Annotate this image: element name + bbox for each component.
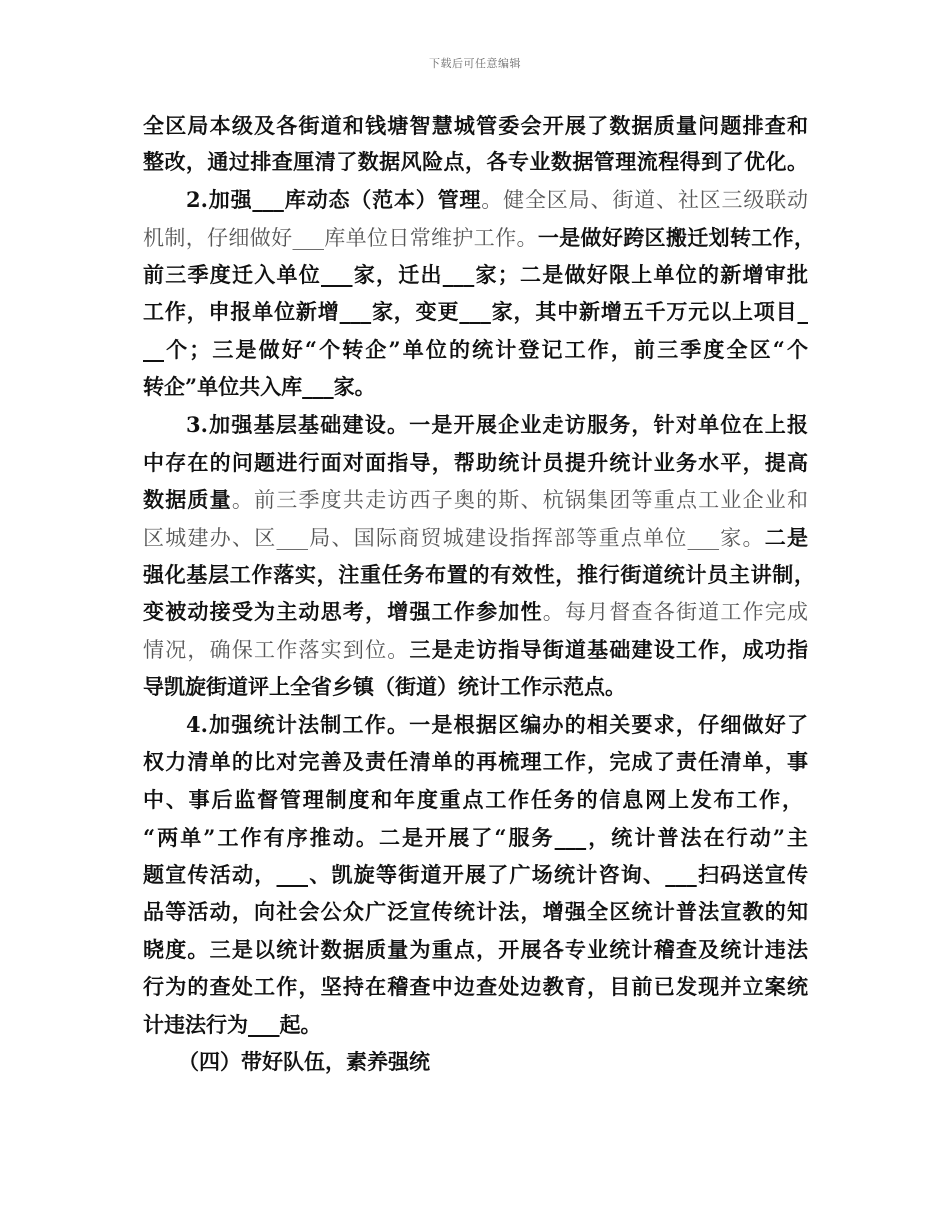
- text-segment: 转企”单位共入库___家。: [143, 374, 376, 399]
- text-segment: 行为的查处工作，坚持在稽查中边查处边教育，目前已发现并立案统: [143, 974, 808, 999]
- text-segment: 变被动接受为主动思考，增强工作参加性: [143, 599, 543, 624]
- text-segment: 。前三季度共走访西子奥的斯、杭锅集团等重点工业企业和: [231, 488, 808, 512]
- line-text: [143, 824, 808, 852]
- text-segment: 。每月督查各街道工作完成: [542, 600, 809, 624]
- text-line: [0, 898, 950, 926]
- line-text: [186, 411, 808, 439]
- line-text: [143, 598, 808, 626]
- text-line: [0, 598, 950, 626]
- text-segment: 强化基层工作落实，注重任务布置的有效性，推行街道统计员主讲制，: [143, 562, 815, 587]
- text-segment: 题宣传活动，___、凯旋等街道开展了广场统计咨询、___扫码送宣传: [143, 862, 808, 887]
- text-segment: （四）带好队伍，素养强统: [178, 1049, 430, 1074]
- line-text: [143, 224, 815, 252]
- text-line: [0, 373, 950, 401]
- text-segment: 机制，仔细做好___库单位日常维护工作。: [143, 226, 538, 250]
- text-segment: 前三季度迁入单位___家，迁出___家；二是做好限上单位的新增审批: [143, 262, 808, 287]
- line-text: [143, 636, 808, 664]
- text-segment: 二是: [764, 525, 808, 550]
- line-text: [143, 898, 808, 926]
- text-segment: 工作，申报单位新增___家，变更___家，其中新增五千万元以上项目_: [143, 299, 808, 324]
- text-line: [0, 148, 950, 176]
- text-segment: 。健全区局、街道、社区三级联动: [481, 188, 809, 212]
- line-text: [143, 112, 808, 140]
- text-line: [0, 748, 950, 776]
- text-segment: 3.加强基层基础建设。一是开展企业走访服务，针对单位在上报: [186, 412, 808, 437]
- text-segment: 品等活动，向社会公众广泛宣传统计法，增强全区统计普法宣教的知: [143, 899, 808, 924]
- line-text: [143, 1011, 322, 1039]
- text-line: [0, 973, 950, 1001]
- text-line: [0, 673, 950, 701]
- text-line: [0, 936, 950, 964]
- line-text: [143, 298, 808, 326]
- text-line: [0, 711, 950, 739]
- text-line: [0, 336, 950, 364]
- line-text: [143, 449, 808, 477]
- text-segment: 数据质量: [143, 487, 232, 512]
- text-line: [0, 261, 950, 289]
- text-segment: 一是做好跨区搬迁划转工作，: [537, 225, 816, 250]
- text-line: [0, 636, 950, 664]
- text-segment: 情况，确保工作落实到位。: [143, 638, 410, 662]
- text-segment: “两单”工作有序推动。二是开展了“服务___，统计普法在行动”主: [143, 825, 808, 850]
- text-line: [0, 186, 950, 214]
- line-text: [143, 673, 626, 701]
- text-line: [0, 112, 950, 140]
- text-segment: 权力清单的比对完善及责任清单的再梳理工作，完成了责任清单，事: [143, 749, 808, 774]
- line-text: [186, 711, 808, 739]
- line-text: [178, 1048, 430, 1076]
- text-segment: 全区局本级及各街道和钱塘智慧城管委会开展了数据质量问题排查和: [143, 113, 808, 138]
- text-line: [0, 449, 950, 477]
- line-text: [143, 861, 808, 889]
- text-segment: 2.加强___库动态（范本）管理: [186, 187, 482, 212]
- text-segment: 导凯旋街道评上全省乡镇（街道）统计工作示范点。: [143, 674, 626, 699]
- text-line: [0, 224, 950, 252]
- line-text: [143, 373, 376, 401]
- text-segment: 中、事后监督管理制度和年度重点工作任务的信息网上发布工作，: [143, 787, 803, 812]
- section-heading: [0, 1048, 950, 1076]
- text-line: [0, 524, 950, 552]
- text-segment: 区城建办、区___局、国际商贸城建设指挥部等重点单位___家。: [143, 526, 765, 550]
- line-text: [143, 561, 815, 589]
- line-text: [143, 336, 808, 364]
- text-segment: 计违法行为___起。: [143, 1012, 322, 1037]
- line-text: [143, 936, 808, 964]
- line-text: [143, 261, 808, 289]
- line-text: [143, 973, 808, 1001]
- text-segment: 晓度。三是以统计数据质量为重点，开展各专业统计稽查及统计违法: [143, 937, 808, 962]
- line-text: [143, 748, 808, 776]
- text-line: [0, 411, 950, 439]
- line-text: [143, 486, 808, 514]
- text-line: [0, 861, 950, 889]
- page-header: 下载后可任意编辑: [429, 57, 521, 70]
- text-line: [0, 824, 950, 852]
- line-text: [143, 786, 803, 814]
- text-line: [0, 486, 950, 514]
- text-segment: __个；三是做好“个转企”单位的统计登记工作，前三季度全区“个: [143, 337, 808, 362]
- line-text: [143, 524, 808, 552]
- text-segment: 中存在的问题进行面对面指导，帮助统计员提升统计业务水平，提高: [143, 450, 808, 475]
- text-line: [0, 561, 950, 589]
- text-line: [0, 298, 950, 326]
- line-text: [143, 148, 808, 176]
- text-line: [0, 786, 950, 814]
- text-segment: 三是走访指导街道基础建设工作，成功指: [409, 637, 808, 662]
- text-segment: 4.加强统计法制工作。一是根据区编办的相关要求，仔细做好了: [186, 712, 808, 737]
- text-segment: 整改，通过排查厘清了数据风险点，各专业数据管理流程得到了优化。: [143, 149, 808, 174]
- text-line: [0, 1011, 950, 1039]
- line-text: [186, 186, 808, 214]
